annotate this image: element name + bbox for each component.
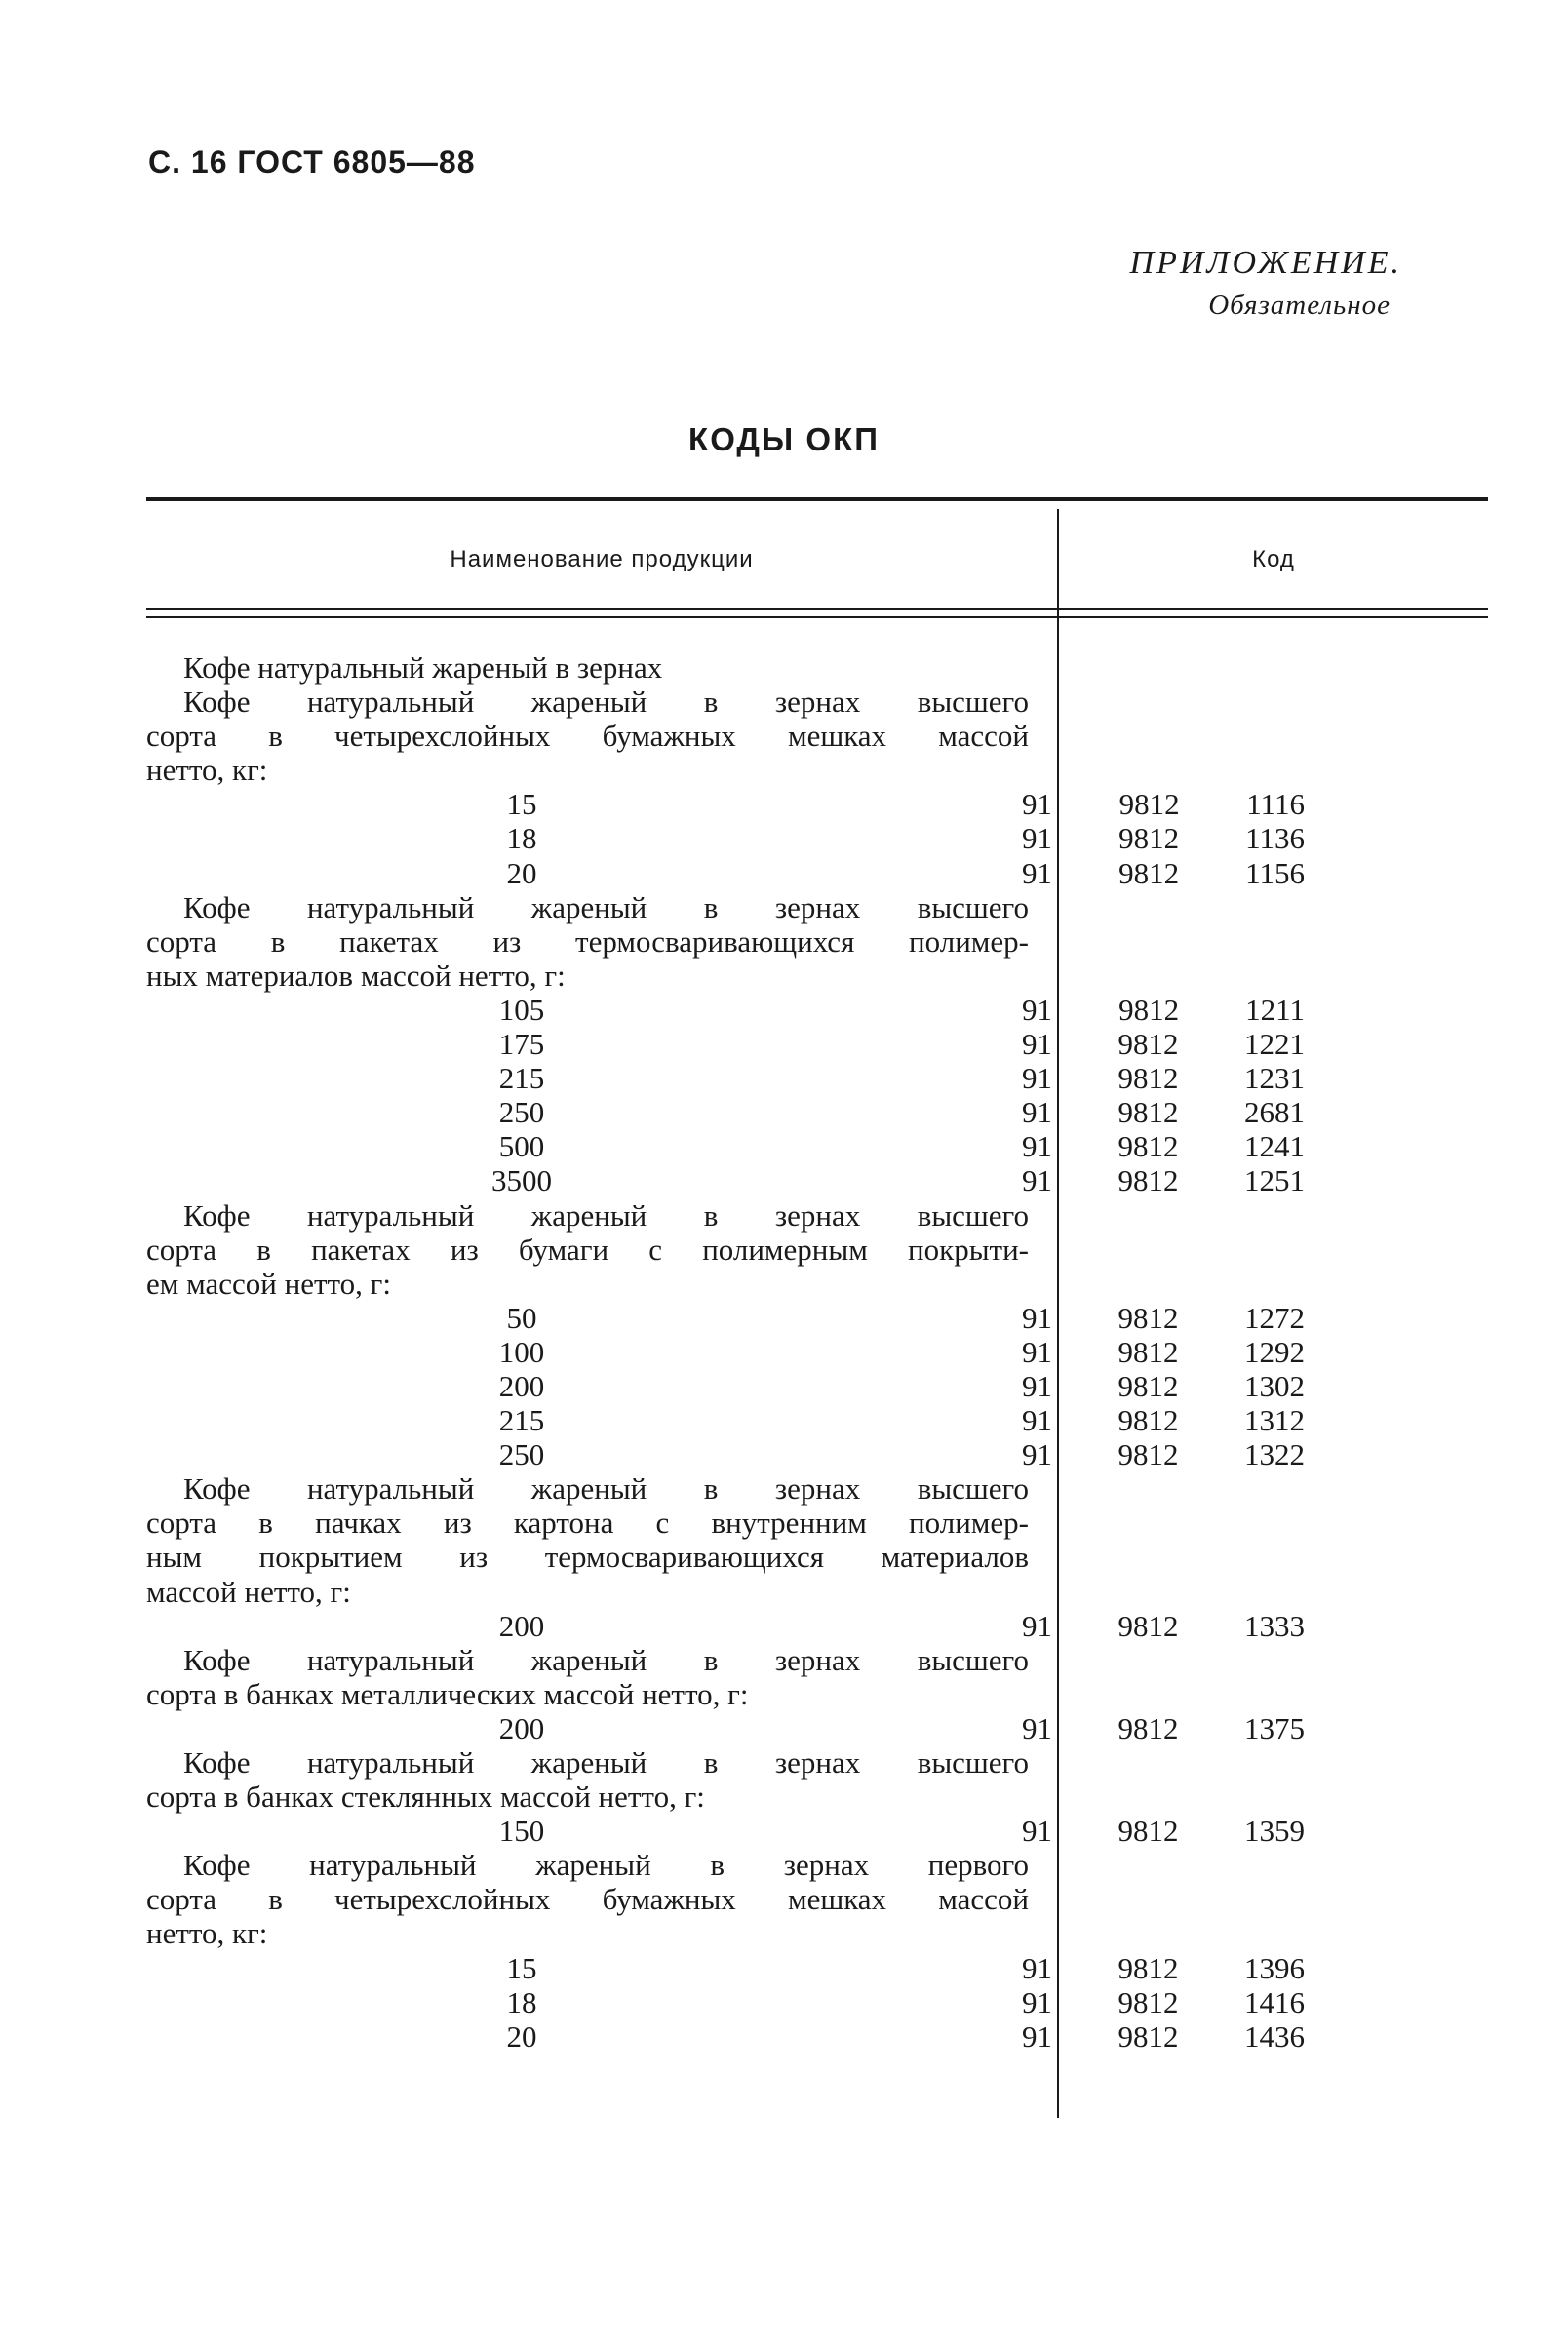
description-line: сорта в банках металлических массой нетто, г: <box>146 1676 749 1711</box>
product-description <box>146 1198 1029 1301</box>
appendix-status: Обязательное <box>1208 290 1391 321</box>
table-row <box>146 1814 1488 1848</box>
column-header-code: Код <box>1252 546 1295 572</box>
table-row <box>146 821 1488 855</box>
product-description-row <box>146 650 1488 685</box>
table-row <box>146 1609 1488 1643</box>
net-mass-value: 18 <box>506 821 537 856</box>
description-line: сорта в четырехслойных бумажных мешках массой <box>146 719 1029 754</box>
net-mass-value: 20 <box>506 2018 537 2054</box>
net-mass-value: 105 <box>498 992 545 1027</box>
net-mass-value: 175 <box>498 1027 545 1062</box>
product-description <box>146 890 1029 993</box>
header-rule <box>146 616 1488 618</box>
description-line: Кофе натуральный жареный в зернах высшего <box>183 889 1029 924</box>
description-line: Кофе натуральный жареный в зернах первого <box>183 1848 1029 1883</box>
description-line: ем массой нетто, г: <box>146 1266 392 1301</box>
table-row <box>146 1335 1488 1369</box>
net-mass-value: 200 <box>498 1368 545 1403</box>
table-row <box>146 1129 1488 1163</box>
table-row <box>146 1985 1488 2019</box>
description-line: ных материалов массой нетто, г: <box>146 958 566 993</box>
table-row <box>146 1711 1488 1745</box>
table-row <box>146 1301 1488 1335</box>
okp-code: 91 9812 1241 <box>1022 1129 1305 1164</box>
table-row <box>146 1027 1488 1061</box>
net-mass-value: 3500 <box>491 1163 552 1198</box>
table-row <box>146 1403 1488 1437</box>
okp-code: 91 9812 1416 <box>1022 1984 1305 2019</box>
okp-code: 91 9812 1359 <box>1022 1814 1305 1849</box>
okp-code: 91 9812 1272 <box>1022 1300 1305 1335</box>
table-row <box>146 787 1488 821</box>
net-mass-value: 200 <box>498 1710 545 1745</box>
table-row <box>146 1369 1488 1403</box>
description-line: Кофе натуральный жареный в зернах высшего <box>183 1745 1029 1780</box>
okp-code: 91 9812 1436 <box>1022 2018 1305 2054</box>
table-row <box>146 1061 1488 1095</box>
okp-code: 91 9812 1211 <box>1022 992 1305 1027</box>
net-mass-value: 20 <box>506 855 537 890</box>
okp-code: 91 9812 1375 <box>1022 1710 1305 1745</box>
column-header-name: Наименование продукции <box>450 546 754 572</box>
net-mass-value: 250 <box>498 1095 545 1130</box>
table-row <box>146 1163 1488 1197</box>
product-description-row <box>146 890 1488 993</box>
header-rule <box>146 608 1488 610</box>
description-line: сорта в пачках из картона с внутренним полимер- <box>146 1506 1029 1541</box>
product-description <box>146 1643 1029 1711</box>
okp-code: 91 9812 1302 <box>1022 1368 1305 1403</box>
product-description-row <box>146 1745 1488 1814</box>
okp-code: 91 9812 1136 <box>1022 821 1305 856</box>
description-line: Кофе натуральный жареный в зернах высшего <box>183 1471 1029 1507</box>
product-description <box>146 1745 1029 1814</box>
okp-code: 91 9812 1251 <box>1022 1163 1305 1198</box>
table-row <box>146 1095 1488 1129</box>
okp-code: 91 9812 1292 <box>1022 1334 1305 1369</box>
table-body <box>146 650 1488 2054</box>
net-mass-value: 150 <box>498 1814 545 1849</box>
net-mass-value: 15 <box>506 1950 537 1985</box>
product-description <box>146 685 1029 787</box>
description-line: Кофе натуральный жареный в зернах высшего <box>183 1197 1029 1233</box>
okp-code: 91 9812 1116 <box>1022 787 1305 822</box>
product-description-row <box>146 1471 1488 1608</box>
description-line: ным покрытием из термосваривающихся материалов <box>146 1540 1029 1575</box>
net-mass-value: 50 <box>506 1300 537 1335</box>
okp-code: 91 9812 1231 <box>1022 1061 1305 1096</box>
net-mass-value: 500 <box>498 1129 545 1164</box>
net-mass-value: 200 <box>498 1608 545 1643</box>
description-line: Кофе натуральный жареный в зернах высшего <box>183 685 1029 720</box>
okp-code: 91 9812 1322 <box>1022 1437 1305 1472</box>
description-line: сорта в банках стеклянных массой нетто, г: <box>146 1780 705 1815</box>
table-row <box>146 2019 1488 2054</box>
description-line: сорта в пакетах из бумаги с полимерным покрыти- <box>146 1232 1029 1267</box>
product-description-row <box>146 1198 1488 1301</box>
okp-code: 91 9812 1312 <box>1022 1403 1305 1438</box>
description-line: нетто, кг: <box>146 1916 268 1951</box>
okp-code: 91 9812 1156 <box>1022 855 1305 890</box>
okp-code: 91 9812 1333 <box>1022 1608 1305 1643</box>
net-mass-value: 215 <box>498 1061 545 1096</box>
table-row <box>146 993 1488 1027</box>
table-row <box>146 1951 1488 1985</box>
description-line: сорта в четырехслойных бумажных мешках массой <box>146 1882 1029 1917</box>
product-description-row <box>146 1643 1488 1711</box>
description-line: Кофе натуральный жареный в зернах высшего <box>183 1642 1029 1677</box>
description-line: нетто, кг: <box>146 753 268 788</box>
page-header: С. 16 ГОСТ 6805—88 <box>148 144 476 179</box>
product-description <box>146 650 1029 685</box>
net-mass-value: 15 <box>506 787 537 822</box>
net-mass-value: 18 <box>506 1984 537 2019</box>
appendix-label <box>1012 242 1402 326</box>
net-mass-value: 215 <box>498 1403 545 1438</box>
net-mass-value: 250 <box>498 1437 545 1472</box>
okp-code: 91 9812 1221 <box>1022 1027 1305 1062</box>
product-description <box>146 1471 1029 1608</box>
table-top-rule <box>146 497 1488 501</box>
table-title: КОДЫ ОКП <box>688 421 880 457</box>
product-description <box>146 1848 1029 1950</box>
okp-code: 91 9812 2681 <box>1022 1095 1305 1130</box>
appendix-title: ПРИЛОЖЕНИЕ. <box>1129 245 1402 281</box>
table-row <box>146 856 1488 890</box>
net-mass-value: 100 <box>498 1334 545 1369</box>
product-description-row <box>146 1848 1488 1950</box>
description-line: Кофе натуральный жареный в зернах <box>183 650 663 685</box>
okp-code: 91 9812 1396 <box>1022 1950 1305 1985</box>
product-description-row <box>146 685 1488 787</box>
description-line: сорта в пакетах из термосваривающихся полимер- <box>146 923 1029 959</box>
description-line: массой нетто, г: <box>146 1574 351 1609</box>
table-row <box>146 1437 1488 1471</box>
